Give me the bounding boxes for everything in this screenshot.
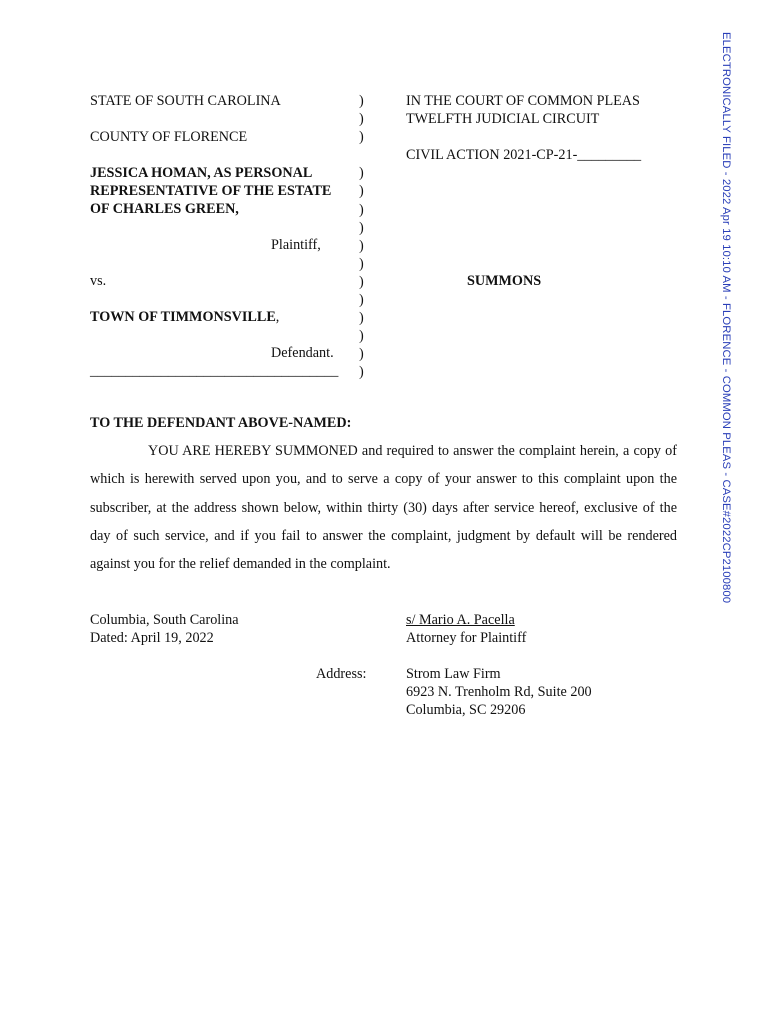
caption-parenthesis-column	[359, 92, 364, 382]
plaintiff-name-line-1: JESSICA HOMAN, AS PERSONAL	[90, 165, 313, 181]
document-title: SUMMONS	[467, 273, 542, 289]
judicial-circuit: TWELFTH JUDICIAL CIRCUIT	[406, 111, 600, 127]
paren: )	[359, 201, 364, 218]
summons-body-paragraph: YOU ARE HEREBY SUMMONED and required to answer the complaint herein, a copy of which is herewith served upon you, and to serve a copy of your answer to this complaint upon the subscriber, at the address shown below, within thirty (30) days after service hereof, exclusive of the day of such service, and if you fail to answer the complaint, judgment by default will be rendered against you for the relief demanded in the complaint.	[90, 443, 677, 573]
paren: )	[359, 111, 364, 128]
defendant-name: TOWN OF TIMMONSVILLE,	[90, 309, 280, 325]
county-line: COUNTY OF FLORENCE	[90, 129, 248, 145]
electronic-filing-stamp: ELECTRONICALLY FILED - 2022 Apr 19 10:10 AM - FLORENCE - COMMON PLEAS - CASE#2022CP2100800	[720, 32, 732, 604]
attorney-role: Attorney for Plaintiff	[406, 630, 527, 646]
paren: )	[359, 93, 364, 109]
paren	[359, 146, 364, 164]
paren: )	[359, 165, 364, 182]
court-name: IN THE COURT OF COMMON PLEAS	[406, 93, 640, 109]
firm-name: Strom Law Firm	[406, 666, 501, 682]
address-label: Address:	[316, 666, 367, 682]
paren: )	[359, 237, 364, 254]
versus-label: vs.	[90, 273, 107, 289]
paren: )	[359, 364, 364, 381]
signing-date: Dated: April 19, 2022	[90, 630, 214, 646]
paren: )	[359, 328, 364, 345]
attorney-signature: s/ Mario A. Pacella	[406, 612, 515, 628]
paren: )	[359, 255, 364, 272]
caption-rule: ___________________________________	[90, 363, 339, 379]
paren: )	[359, 273, 364, 290]
plaintiff-name-line-2: REPRESENTATIVE OF THE ESTATE	[90, 183, 332, 199]
paren: )	[359, 292, 364, 309]
firm-city-state-zip: Columbia, SC 29206	[406, 702, 526, 718]
civil-action-number: CIVIL ACTION 2021-CP-21-_________	[406, 147, 642, 163]
paren: )	[359, 310, 364, 327]
salutation: TO THE DEFENDANT ABOVE-NAMED:	[90, 415, 352, 431]
paren: )	[359, 129, 364, 146]
state-line: STATE OF SOUTH CAROLINA	[90, 93, 281, 109]
paren: )	[359, 183, 364, 200]
defendant-role: Defendant.	[271, 345, 334, 361]
firm-street: 6923 N. Trenholm Rd, Suite 200	[406, 684, 592, 700]
paren: )	[359, 346, 364, 363]
paren: )	[359, 219, 364, 236]
plaintiff-name-line-3: OF CHARLES GREEN,	[90, 201, 239, 217]
signing-city: Columbia, South Carolina	[90, 612, 239, 628]
plaintiff-role: Plaintiff,	[271, 237, 321, 253]
